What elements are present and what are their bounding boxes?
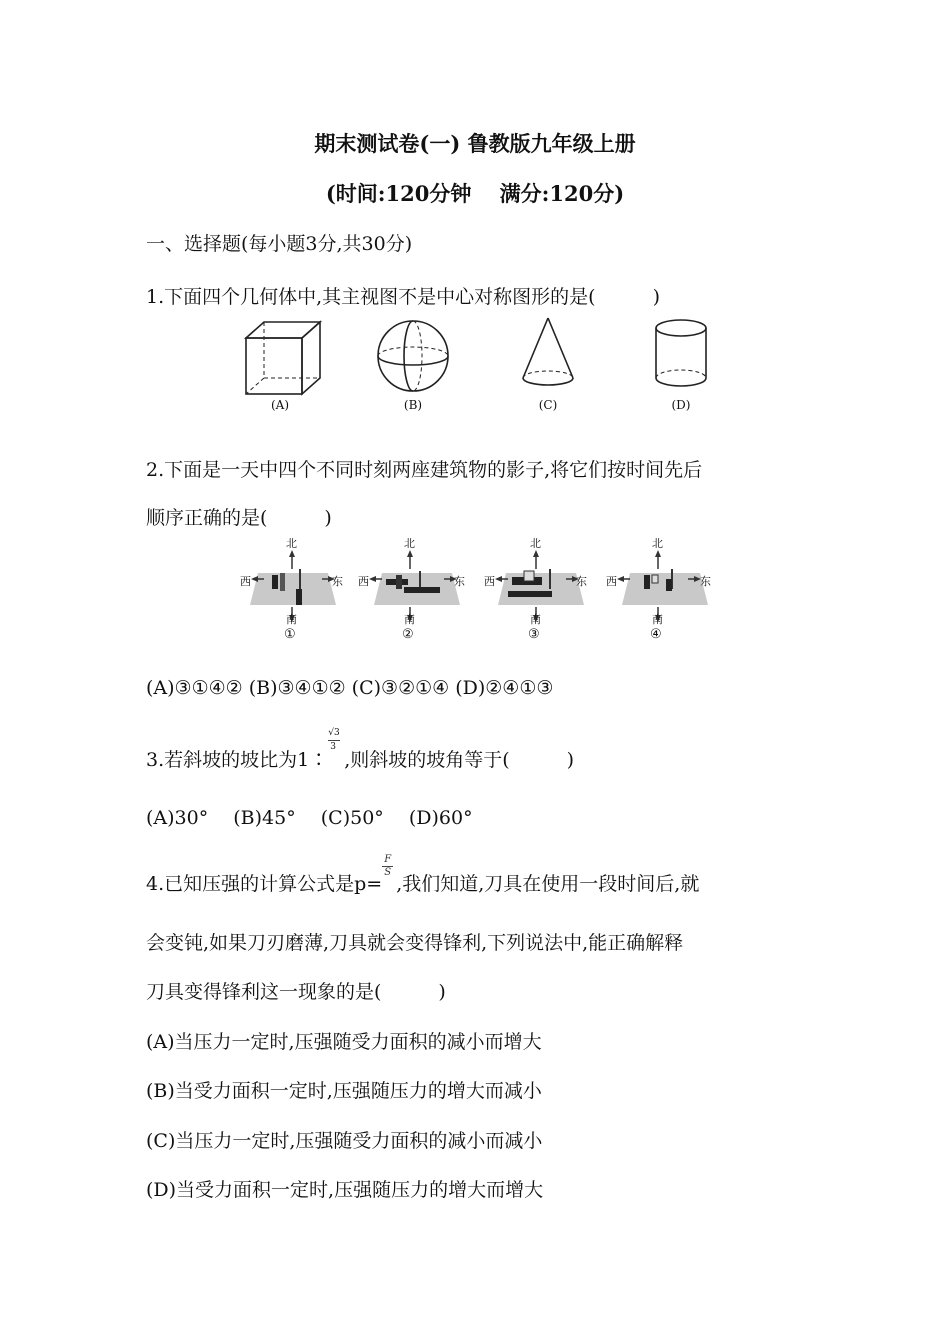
- figure-label-a: (A): [270, 398, 290, 412]
- section-heading: 一、选择题(每小题3分,共30分): [146, 233, 413, 255]
- figure-label-c: (C): [538, 398, 558, 412]
- cylinder-icon: [656, 320, 706, 386]
- direction-north: 北: [404, 537, 415, 550]
- direction-north: 北: [652, 537, 663, 550]
- sphere-icon: [378, 321, 448, 391]
- question-4-option-c: (C)当压力一定时,压强随受力面积的减小而减小: [146, 1130, 543, 1152]
- shadow-panel-3: [484, 535, 594, 645]
- fraction-numerator: F: [384, 854, 392, 865]
- question-4-option-b: (B)当受力面积一定时,压强随压力的增大而减小: [146, 1080, 542, 1102]
- direction-south: 南: [530, 613, 541, 626]
- question-3-stem: [146, 728, 575, 772]
- direction-south: 南: [286, 613, 297, 626]
- figure-label-b: (B): [403, 398, 423, 412]
- direction-west: 西: [606, 575, 617, 588]
- question-1-stem: 1.下面四个几何体中,其主视图不是中心对称图形的是( ): [146, 286, 660, 308]
- fraction-denominator: 3: [330, 742, 336, 752]
- question-1-figures: [230, 316, 720, 421]
- direction-north: 北: [286, 537, 297, 550]
- question-4-option-a: (A)当压力一定时,压强随受力面积的减小而增大: [146, 1031, 542, 1053]
- question-3-stem-after: ,则斜坡的坡角等于( ): [344, 749, 575, 771]
- page-subtitle: (时间:120分钟 满分:120分): [325, 181, 625, 206]
- question-2-stem-line2: 顺序正确的是( ): [146, 507, 332, 529]
- panel-number: ①: [284, 627, 296, 642]
- direction-north: 北: [530, 537, 541, 550]
- shadow-panel-2: [360, 535, 470, 645]
- fraction-numerator: √3: [328, 728, 340, 738]
- question-2-stem-line1: 2.下面是一天中四个不同时刻两座建筑物的影子,将它们按时间先后: [146, 459, 703, 481]
- question-2-figures: [236, 535, 716, 645]
- direction-west: 西: [358, 575, 369, 588]
- page-title: 期末测试卷(一) 鲁教版九年级上册: [314, 131, 636, 156]
- figure-label-d: (D): [671, 398, 691, 412]
- panel-number: ③: [528, 627, 540, 642]
- cone-icon: [523, 318, 573, 385]
- shadow-panel-4: [608, 535, 718, 645]
- question-3-options: (A)30° (B)45° (C)50° (D)60°: [146, 807, 473, 829]
- direction-east: 东: [454, 575, 465, 588]
- direction-east: 东: [700, 575, 711, 588]
- question-4-stem: [146, 854, 700, 896]
- direction-west: 西: [484, 575, 495, 588]
- direction-south: 南: [404, 613, 415, 626]
- question-2-options: (A)③①④② (B)③④①② (C)③②①④ (D)②④①③: [146, 677, 554, 699]
- direction-south: 南: [652, 613, 663, 626]
- question-3-stem-before: 3.若斜坡的坡比为1∶: [146, 749, 329, 771]
- question-4-option-d: (D)当受力面积一定时,压强随压力的增大而增大: [146, 1179, 544, 1201]
- question-4-line2: 会变钝,如果刀刃磨薄,刀具就会变得锋利,下列说法中,能正确解释: [146, 932, 684, 954]
- cube-icon: [246, 322, 320, 394]
- fraction-denominator: S: [384, 867, 392, 878]
- panel-number: ②: [402, 627, 414, 642]
- direction-west: 西: [240, 575, 251, 588]
- question-4-stem-after: ,我们知道,刀具在使用一段时间后,就: [396, 873, 700, 895]
- question-4-line3: 刀具变得锋利这一现象的是( ): [146, 981, 446, 1003]
- shadow-panel-1: [236, 535, 346, 645]
- panel-number: ④: [650, 627, 662, 642]
- slope-fraction: [328, 728, 344, 766]
- pressure-fraction: [382, 854, 396, 890]
- question-4-stem-before: 4.已知压强的计算公式是p=: [146, 873, 383, 895]
- direction-east: 东: [576, 575, 587, 588]
- direction-east: 东: [332, 575, 343, 588]
